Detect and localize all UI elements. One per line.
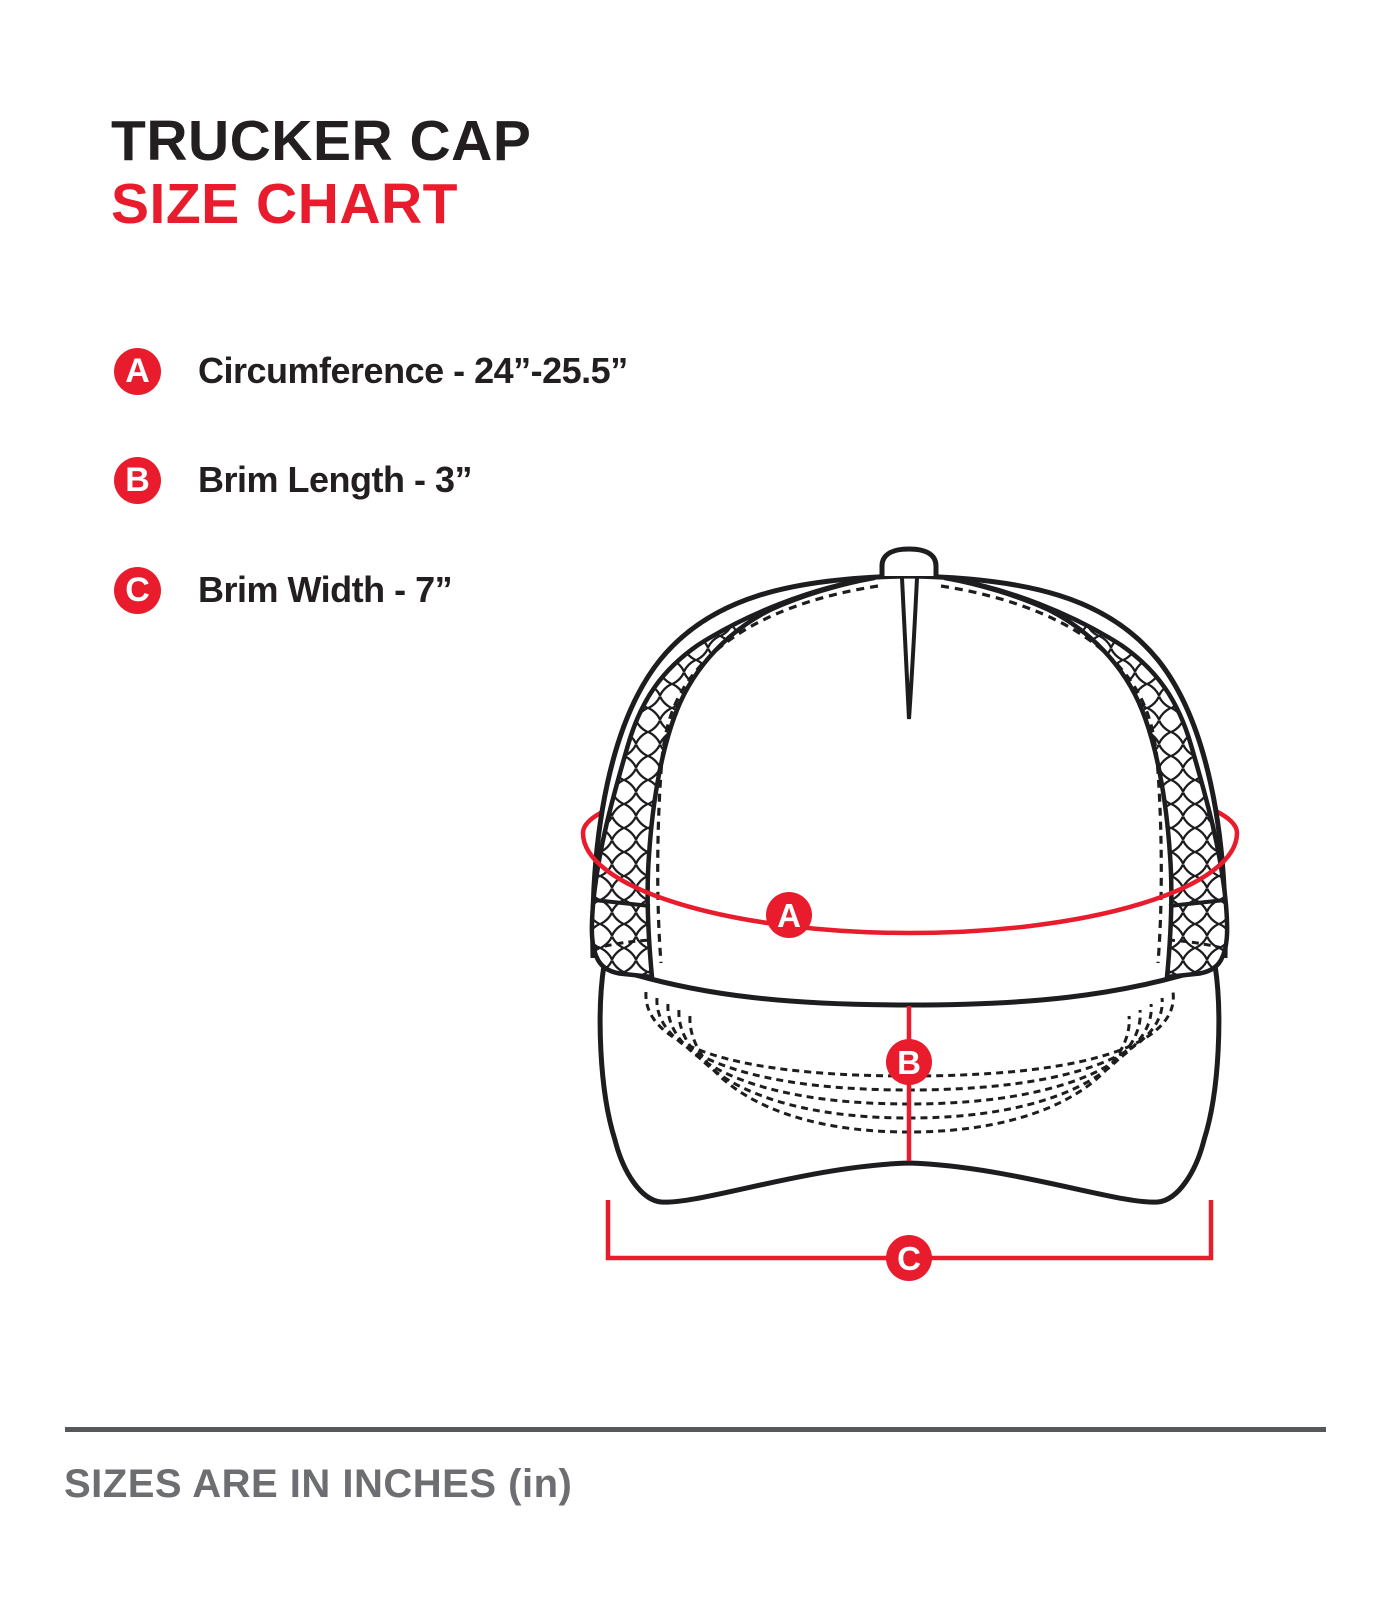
footer-divider (65, 1427, 1326, 1432)
marker-b-letter: B (897, 1044, 921, 1081)
marker-c-letter: C (897, 1240, 921, 1277)
cap-crown (592, 576, 1226, 992)
marker-a-letter: A (777, 897, 801, 934)
legend-item-brim-width (114, 566, 452, 614)
cap-button (882, 549, 936, 576)
legend-item-brim-length (114, 456, 472, 504)
marker-c-brim-width (608, 1200, 1211, 1281)
marker-a-circumference (766, 892, 812, 938)
title-line-2: SIZE CHART (111, 172, 458, 236)
legend-label-circumference: Circumference - 24”-25.5” (198, 350, 628, 391)
footer-note: SIZES ARE IN INCHES (in) (64, 1462, 573, 1506)
title-line-1: TRUCKER CAP (111, 109, 532, 173)
legend-label-brim-length: Brim Length - 3” (198, 459, 473, 500)
legend-label-brim-width: Brim Width - 7” (198, 569, 453, 610)
legend-item-circumference (114, 347, 628, 395)
legend-badge-b: B (114, 457, 161, 504)
page-title (111, 110, 531, 236)
legend-badge-a: A (114, 348, 161, 395)
legend-badge-c: C (114, 567, 161, 614)
